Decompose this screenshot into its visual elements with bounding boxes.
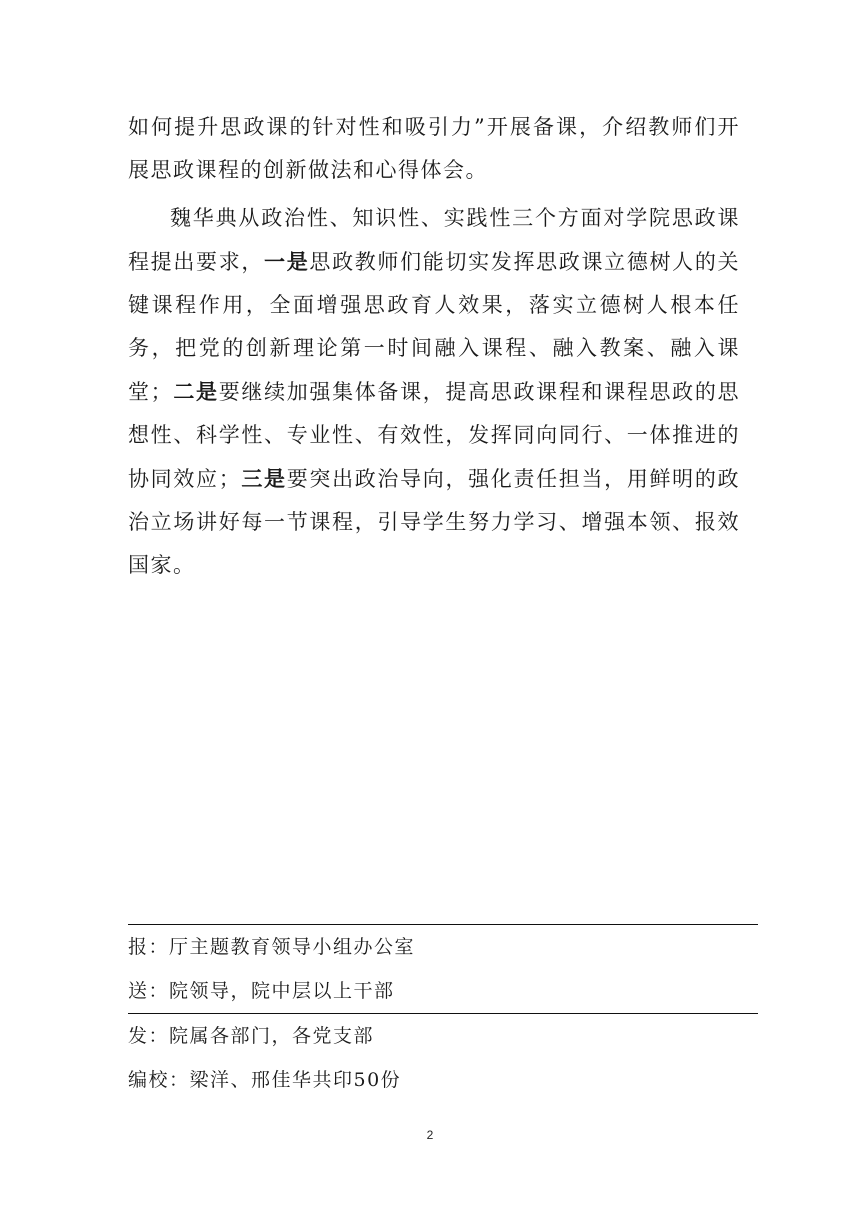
point-1-text: 思政教师们能切实发挥思政课立德树人的关键课程作用，全面增强思政育人效果，落实立德树人根本任务，把党的创新理论第一时间融入课程、融入教案、融入课堂； xyxy=(128,250,741,404)
point-1-label: 一是 xyxy=(264,249,310,274)
editors-line: 编校：梁洋、邢佳华共印50份 xyxy=(128,1069,402,1091)
page-number: 2 xyxy=(426,1128,434,1142)
body-text xyxy=(128,106,740,587)
distribution-block xyxy=(128,924,758,1102)
point-2-text: 要继续加强集体备课，提高思政课程和课程思政的思想性、科学性、专业性、有效性，发挥同向同行、一体推进的协同效应； xyxy=(128,380,741,491)
paragraph-2-intro: 魏华典从政治性、知识性、实践性三个方面对学院思政课程提出要求， xyxy=(128,206,740,274)
point-2-label: 二是 xyxy=(173,379,219,404)
point-3-text: 要突出政治导向，强化责任担当，用鲜明的政治立场讲好每一节课程，引导学生努力学习、增强本领、报效国家。 xyxy=(128,467,741,577)
report-to-line: 报：厅主题教育领导小组办公室 xyxy=(128,936,416,958)
paragraph-2 xyxy=(128,197,740,587)
issue-to-line: 发：院属各部门，各党支部 xyxy=(128,1025,375,1047)
paragraph-1: 如何提升思政课的针对性和吸引力”开展备课，介绍教师们开展思政课程的创新做法和心得体会。 xyxy=(128,115,740,182)
send-to-line: 送：院领导，院中层以上干部 xyxy=(128,980,395,1002)
point-3-label: 三是 xyxy=(241,466,287,491)
